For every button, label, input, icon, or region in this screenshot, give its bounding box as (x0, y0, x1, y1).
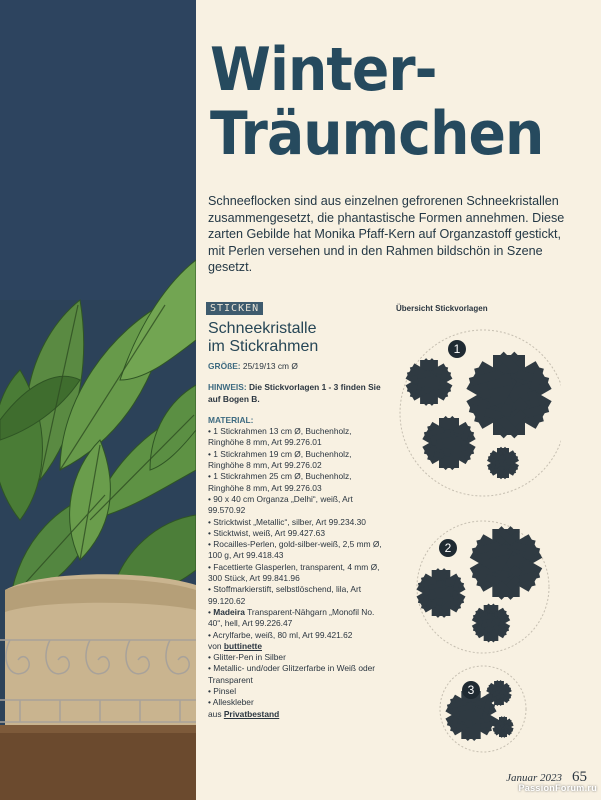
list-item: • Glitter-Pen in Silber (208, 652, 286, 663)
aus-brand: Privatbestand (223, 708, 280, 719)
von-text: von (208, 640, 224, 651)
issue-month: Januar 2023 (506, 772, 562, 784)
template-2 (417, 521, 549, 653)
list-item: • 1 Stickrahmen 13 cm Ø, Buchenholz, Ringhöhe 8 mm, Art 99.276.01 (208, 426, 352, 448)
page-number: 65 (572, 769, 587, 785)
material-label: MATERIAL: (208, 414, 254, 425)
title-line-1: Winter- (210, 35, 437, 105)
list-item: • Rocailles-Perlen, gold-silber-weiß, 2,5 mm Ø, 100 g, Art 99.418.43 (208, 539, 382, 561)
watermark: PassionForum.ru (518, 783, 597, 793)
list-item: • Stricktwist „Metallic“, silber, Art 99.234.30 (208, 516, 366, 527)
plant-illustration (0, 0, 196, 800)
aus-line (208, 709, 388, 720)
overview-title: Übersicht Stickvorlagen (396, 304, 488, 313)
category-tag: STICKEN (206, 302, 263, 315)
list-item: • Stoffmarkierstift, selbstlöschend, lila, Art 99.120.62 (208, 584, 362, 606)
plant-photo (0, 0, 196, 800)
template-1 (400, 330, 561, 496)
template-1-number: 1 (453, 342, 461, 356)
article-page (196, 0, 601, 800)
list-item-madeira: • Madeira Transparent-Nähgarn „Monofil No. 40“, hell, Art 99.226.47 (208, 606, 375, 629)
list-item: • 1 Stickrahmen 25 cm Ø, Buchenholz, Ringhöhe 8 mm, Art 99.276.03 (208, 471, 352, 493)
list-item: • Acrylfarbe, weiß, 80 ml, Art 99.421.62 (208, 629, 353, 640)
template-2-number: 2 (444, 541, 452, 555)
list-item: • Sticktwist, weiß, Art 99.427.63 (208, 527, 325, 538)
madeira-text: Transparent-Nähgarn „Monofil No. 40“, hell, Art 99.226.47 (208, 606, 375, 629)
section-heading-line-2: im Stickrahmen (208, 338, 319, 355)
aus-text: aus (208, 708, 224, 719)
von-brand: buttinette (223, 640, 262, 651)
von-line (208, 641, 388, 652)
material-list (208, 361, 388, 720)
list-item: • 1 Stickrahmen 19 cm Ø, Buchenholz, Ringhöhe 8 mm, Art 99.276.02 (208, 448, 352, 471)
madeira-brand: Madeira (213, 606, 245, 617)
size-label: GRÖßE: (208, 361, 241, 371)
size-value: 25/19/13 cm Ø (242, 361, 298, 371)
hint-value: Die Stickvorlagen 1 - 3 finden Sie auf Bogen B. (208, 382, 381, 404)
list-item: • Pinsel (208, 686, 237, 697)
article-title (210, 35, 564, 169)
list-item: • Metallic- und/oder Glitzerfarbe in Weiß oder Transparent (208, 663, 376, 685)
list-item: • Alleskleber (208, 697, 254, 708)
intro-text: Schneeflocken sind aus einzelnen gefrorenen Schneekristallen zusammengesetzt, die phantastische Formen annehmen. Diese zarten Gebilde hat Monika Pfaff-Kern auf Organzastoff gestickt, mit Perlen versehen und in den Rahmen bildschön in Szene gesetzt. (208, 194, 565, 275)
title-line-2: Träumchen (210, 99, 544, 169)
template-3 (440, 666, 526, 752)
list-item: • Facettierte Glasperlen, transparent, 4 mm Ø, 300 Stück, Art 99.841.96 (208, 561, 380, 584)
section-heading (208, 320, 378, 356)
list-item: • 90 x 40 cm Organza „Delhi“, weiß, Art 99.570.92 (208, 493, 353, 516)
section-heading-line-1: Schneekristalle (208, 320, 317, 337)
hint-line (208, 382, 388, 405)
embroidery-templates (391, 315, 561, 755)
template-3-number: 3 (467, 683, 475, 697)
hint-label: HINWEIS: (208, 382, 247, 393)
size-line (208, 361, 388, 372)
